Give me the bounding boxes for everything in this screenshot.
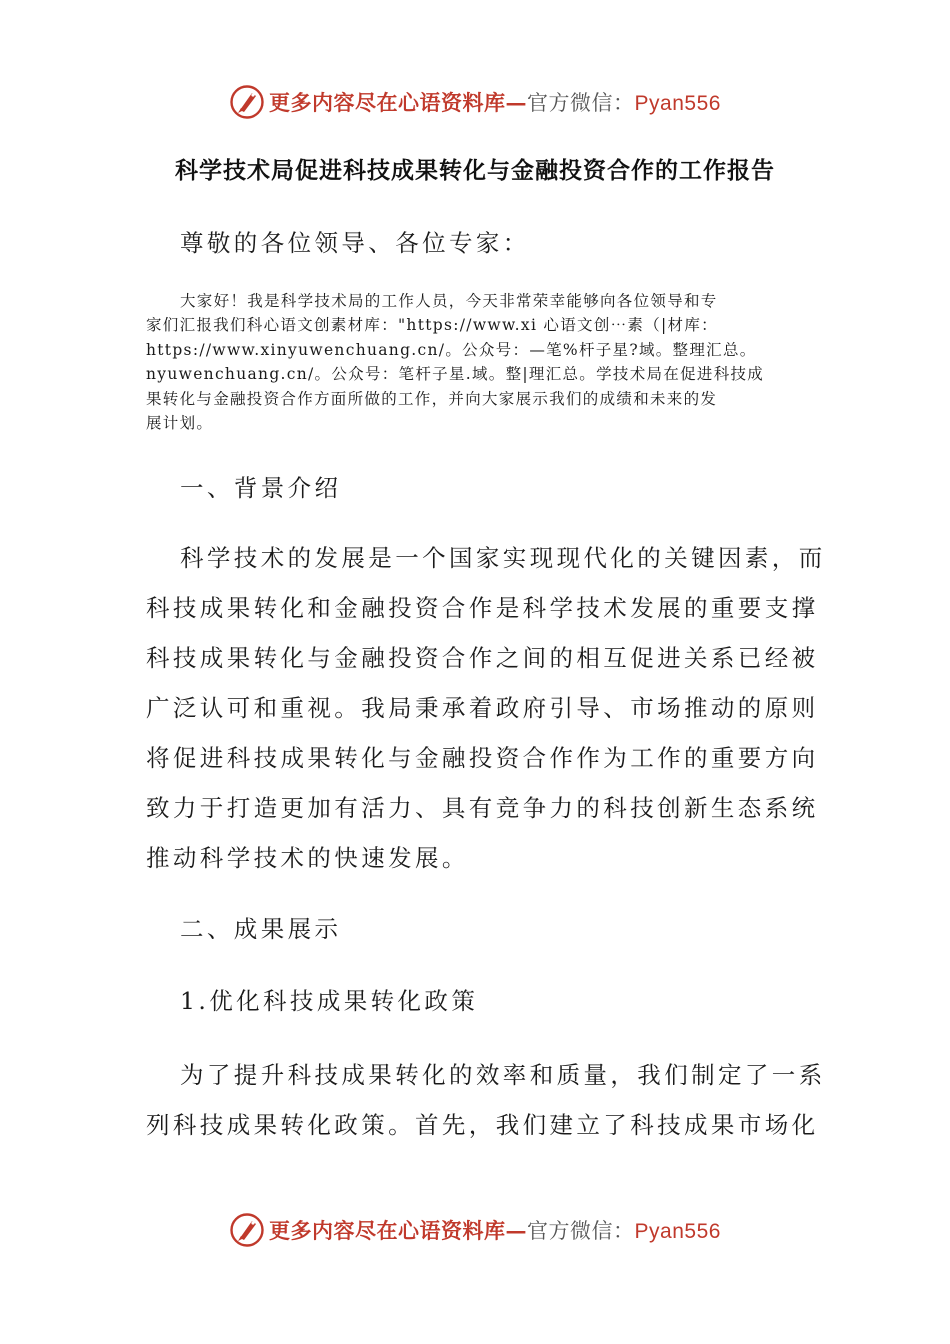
banner-wechat-id: Pyan556 (634, 1220, 721, 1243)
body-line: 推动科学技术的快速发展。 (146, 844, 469, 872)
intro-line: 果转化与金融投资合作方面所做的工作，并向大家展示我们的成绩和未来的发 (146, 389, 718, 408)
banner-wechat-id: Pyan556 (634, 92, 721, 115)
body-line: 科技成果转化和金融投资合作是科学技术发展的重要支撑 (146, 594, 819, 622)
banner-main-text: 更多内容尽在心语资料库— (269, 90, 528, 115)
intro-paragraph (146, 289, 808, 435)
body-line: 将促进科技成果转化与金融投资合作作为工作的重要方向 (146, 744, 819, 772)
body-line: 致力于打造更加有活力、具有竞争力的科技创新生态系统 (146, 794, 819, 822)
intro-line: 家们汇报我们科心语文创素材库："https://www.xi 心语文创⋯素（|材库： (146, 316, 718, 335)
pen-nib-logo-icon (229, 84, 265, 120)
banner-text (269, 87, 721, 117)
section-body-background (146, 533, 826, 883)
body-line: 广泛认可和重视。我局秉承着政府引导、市场推动的原则 (146, 694, 819, 722)
salutation: 尊敬的各位领导、各位专家： (180, 229, 530, 257)
footer-banner (0, 1210, 950, 1250)
intro-line: https://www.xinyuwenchuang.cn/。公众号：—笔%杆子星?域。整理汇总。 (146, 340, 757, 359)
body-line: 科技成果转化与金融投资合作之间的相互促进关系已经被 (146, 644, 819, 672)
header-banner (0, 82, 950, 122)
section-heading-background: 一、背景介绍 (180, 474, 342, 502)
body-line: 为了提升科技成果转化的效率和质量，我们制定了一系 (180, 1061, 826, 1089)
pen-nib-logo-icon (229, 1212, 265, 1248)
body-line: 科学技术的发展是一个国家实现现代化的关键因素，而 (180, 544, 826, 572)
intro-line: 展计划。 (146, 414, 214, 433)
section-heading-results: 二、成果展示 (180, 915, 342, 943)
body-line: 列科技成果转化政策。首先，我们建立了科技成果市场化 (146, 1111, 819, 1139)
banner-main-text: 更多内容尽在心语资料库— (269, 1218, 528, 1243)
intro-line: nyuwenchuang.cn/。公众号：笔杆子星.域。整|理汇总。学技术局在促进科技成 (146, 365, 765, 384)
intro-line: 大家好！我是科学技术局的工作人员，今天非常荣幸能够向各位领导和专 (180, 292, 718, 310)
subsection-body-policy (146, 1050, 826, 1150)
document-title: 科学技术局促进科技成果转化与金融投资合作的工作报告 (175, 158, 775, 184)
banner-wechat-label: 官方微信： (527, 91, 635, 115)
banner-wechat-label: 官方微信： (527, 1219, 635, 1243)
subsection-heading-policy: 1.优化科技成果转化政策 (180, 987, 479, 1015)
banner-text (269, 1215, 721, 1245)
